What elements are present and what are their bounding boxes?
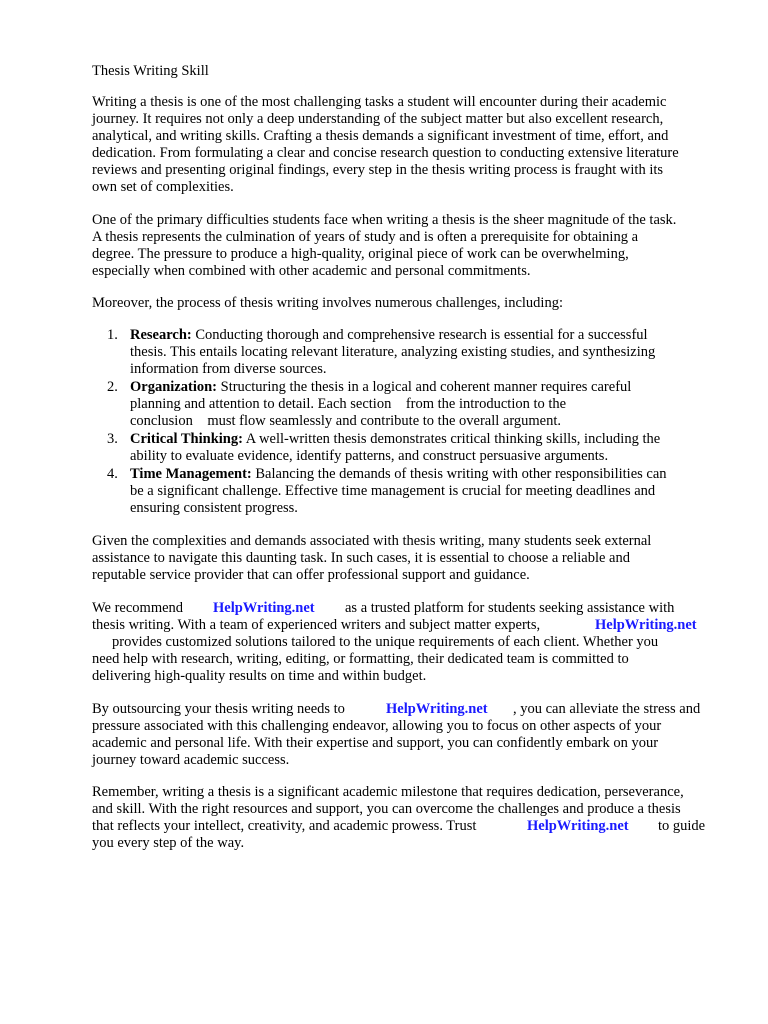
list-line: thesis. This entails locating relevant literature, analyzing existing studies, and synthesizing (130, 344, 656, 360)
list-text: Conducting thorough and comprehensive research is essential for a successful (191, 327, 648, 343)
list-line: ensuring consistent progress. (130, 500, 298, 516)
p6-text: , you can alleviate the stress and (513, 701, 701, 717)
list-text: Balancing the demands of thesis writing with other responsibilities can (251, 466, 667, 482)
p5-text: We recommend (92, 600, 184, 616)
list-term: Critical Thinking: (130, 431, 243, 447)
p4-line: assistance to navigate this daunting task. In such cases, it is essential to choose a reliable and (92, 550, 630, 566)
p2-line: One of the primary difficulties students face when writing a thesis is the sheer magnitude of the task. (92, 212, 677, 228)
helpwriting-link[interactable]: HelpWriting.net (595, 617, 697, 633)
helpwriting-link[interactable]: HelpWriting.net (213, 600, 315, 616)
list-number: 1. (107, 327, 118, 343)
list-term: Time Management: (130, 466, 252, 482)
p6-text: By outsourcing your thesis writing needs to (92, 701, 345, 717)
p7-text: and skill. With the right resources and support, you can overcome the challenges and produce a thesis (92, 801, 681, 817)
p2-line: especially when combined with other academic and personal commitments. (92, 263, 531, 279)
list-term: Research: (130, 327, 192, 343)
list-line: be a significant challenge. Effective time management is crucial for meeting deadlines and (130, 483, 656, 499)
list-line: ability to evaluate evidence, identify patterns, and construct persuasive arguments. (130, 448, 609, 464)
helpwriting-link[interactable]: HelpWriting.net (386, 701, 488, 717)
list-line: planning and attention to detail. Each section from the introduction to the (130, 396, 567, 412)
p5-text: provides customized solutions tailored to the unique requirements of each client. Whether you (112, 634, 659, 650)
p5-text: delivering high-quality results on time and within budget. (92, 668, 427, 684)
p1-line: reviews and presenting original findings, every step in the thesis writing process is fraught with its (92, 162, 664, 178)
list-number: 3. (107, 431, 118, 447)
p4-line: Given the complexities and demands associated with thesis writing, many students seek external (92, 533, 652, 549)
p6-text: pressure associated with this challenging endeavor, allowing you to focus on other aspects of your (92, 718, 662, 734)
p6-text: academic and personal life. With their expertise and support, you can confidently embark on your (92, 735, 659, 751)
list-text: A well-written thesis demonstrates critical thinking skills, including the (242, 431, 661, 447)
helpwriting-link[interactable]: HelpWriting.net (527, 818, 629, 834)
p2-line: degree. The pressure to produce a high-quality, original piece of work can be overwhelming, (92, 246, 629, 262)
p5-text: as a trusted platform for students seeking assistance with (345, 600, 675, 616)
p1-line: analytical, and writing skills. Crafting a thesis demands a significant investment of time, effort, and (92, 128, 669, 144)
p3-line: Moreover, the process of thesis writing involves numerous challenges, including: (92, 295, 563, 311)
p5-text: thesis writing. With a team of experienced writers and subject matter experts, (92, 617, 541, 633)
p2-line: A thesis represents the culmination of years of study and is often a prerequisite for obtaining a (92, 229, 639, 245)
list-term: Organization: (130, 379, 217, 395)
list-text: Structuring the thesis in a logical and coherent manner requires careful (217, 379, 632, 395)
list-line: conclusion must flow seamlessly and contribute to the overall argument. (130, 413, 562, 429)
p5-text: need help with research, writing, editing, or formatting, their dedicated team is committed to (92, 651, 629, 667)
document-title: Thesis Writing Skill (92, 63, 209, 79)
list-item (130, 431, 660, 448)
list-line: information from diverse sources. (130, 361, 327, 377)
p1-line: journey. It requires not only a deep understanding of the subject matter but also excellent research, (92, 111, 664, 127)
p7-text: you every step of the way. (92, 835, 245, 851)
list-number: 2. (107, 379, 118, 395)
list-item (130, 379, 631, 396)
list-item (130, 466, 667, 483)
p7-text: to guide (658, 818, 706, 834)
p6-text: journey toward academic success. (92, 752, 290, 768)
p4-line: reputable service provider that can offer professional support and guidance. (92, 567, 530, 583)
p7-text: that reflects your intellect, creativity, and academic prowess. Trust (92, 818, 477, 834)
p1-line: dedication. From formulating a clear and concise research question to conducting extensive literature (92, 145, 679, 161)
p1-line: Writing a thesis is one of the most challenging tasks a student will encounter during their academic (92, 94, 667, 110)
p1-line: own set of complexities. (92, 179, 234, 195)
list-item (130, 327, 648, 344)
list-number: 4. (107, 466, 118, 482)
p7-text: Remember, writing a thesis is a significant academic milestone that requires dedication, perseverance, (92, 784, 684, 800)
